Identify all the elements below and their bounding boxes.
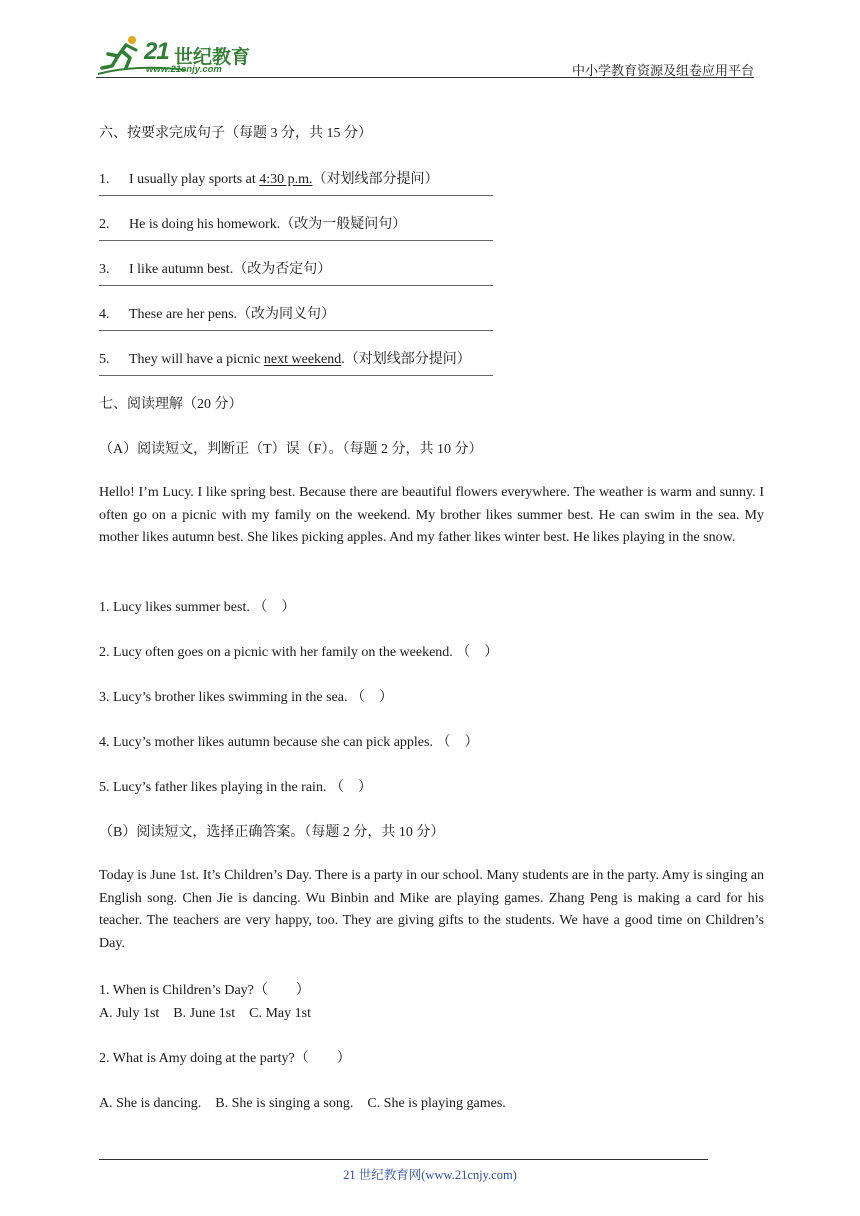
section6-item-5 (99, 348, 471, 368)
partB-question-2-options: A. She is dancing. B. She is singing a song. C. She is playing games. (99, 1096, 506, 1111)
section6-item-4 (99, 303, 335, 323)
partA-question-5: 5. Lucy’s father likes playing in the rain. （ ） (99, 780, 372, 795)
partB-question-2: 2. What is Amy doing at the party?（ ） (99, 1051, 351, 1066)
item-text: He is doing his homework.（改为一般疑问句） (129, 217, 407, 232)
partB-passage: Today is June 1st. It’s Children’s Day. There is a party in our school. Many students are in the party. Amy is singing an English song. Chen Jie is dancing. Wu Binbin and Mike are playing games. Zhang Peng is making a card for his teacher. The teachers are very happy, too. They are giving gifts to the students. We have a good time on Children’s Day. (99, 868, 764, 951)
partA-passage: Hello! I’m Lucy. I like spring best. Because there are beautiful flowers everywhere. The weather is warm and sunny. I often go on a picnic with my family on the weekend. My brother likes summer best. He can swim in the sea. My mother likes autumn best. She likes picking apples. And my father likes winter best. He likes playing in the snow. (99, 485, 764, 545)
header-divider (96, 77, 754, 78)
partB-question-1-options: A. July 1st B. June 1st C. May 1st (99, 1006, 311, 1021)
item-number: 5. (99, 352, 110, 367)
item-text: These are her pens.（改为同义句） (129, 307, 336, 322)
section7-title: 七、阅读理解（20 分） (99, 397, 243, 412)
logo-url: www.21cnjy.com (146, 64, 222, 75)
platform-label: 中小学教育资源及组卷应用平台 (571, 63, 754, 78)
item-text: I like autumn best.（改为否定句） (129, 262, 332, 277)
item-instruction: .（对划线部分提问） (341, 352, 471, 367)
item-number: 4. (99, 307, 110, 322)
partA-question-3: 3. Lucy’s brother likes swimming in the sea. （ ） (99, 690, 393, 705)
answer-line (99, 285, 493, 286)
partA-title: （A）阅读短文，判断正（T）误（F）。（每题 2 分，共 10 分） (99, 442, 483, 457)
section6-title: 六、按要求完成句子（每题 3 分，共 15 分） (99, 126, 372, 141)
answer-line (99, 330, 493, 331)
item-text: They will have a picnic (129, 352, 264, 367)
partA-question-1: 1. Lucy likes summer best. （ ） (99, 600, 296, 615)
item-underlined: next weekend (263, 352, 342, 367)
section6-item-3 (99, 258, 331, 278)
item-number: 2. (99, 217, 110, 232)
footer-link[interactable]: 21 世纪教育网(www.21cnjy.com) (343, 1168, 517, 1182)
item-number: 1. (99, 172, 110, 187)
item-text: I usually play sports at (129, 172, 260, 187)
answer-line (99, 375, 493, 376)
footer-divider (99, 1159, 708, 1160)
item-instruction: （对划线部分提问） (312, 172, 439, 187)
item-number: 3. (99, 262, 110, 277)
answer-line (99, 240, 493, 241)
partB-title: （B）阅读短文，选择正确答案。（每题 2 分，共 10 分） (99, 825, 445, 840)
partB-question-1: 1. When is Children’s Day?（ ） (99, 983, 310, 998)
partA-question-4: 4. Lucy’s mother likes autumn because she can pick apples. （ ） (99, 735, 479, 750)
logo-number: 21 (144, 38, 169, 65)
section6-item-1 (99, 168, 439, 188)
answer-line (99, 195, 493, 196)
partA-question-2: 2. Lucy often goes on a picnic with her family on the weekend. （ ） (99, 645, 499, 660)
logo-title: 世纪教育 (174, 46, 251, 68)
section6-item-2 (99, 213, 406, 233)
item-underlined: 4:30 p.m. (259, 172, 313, 187)
